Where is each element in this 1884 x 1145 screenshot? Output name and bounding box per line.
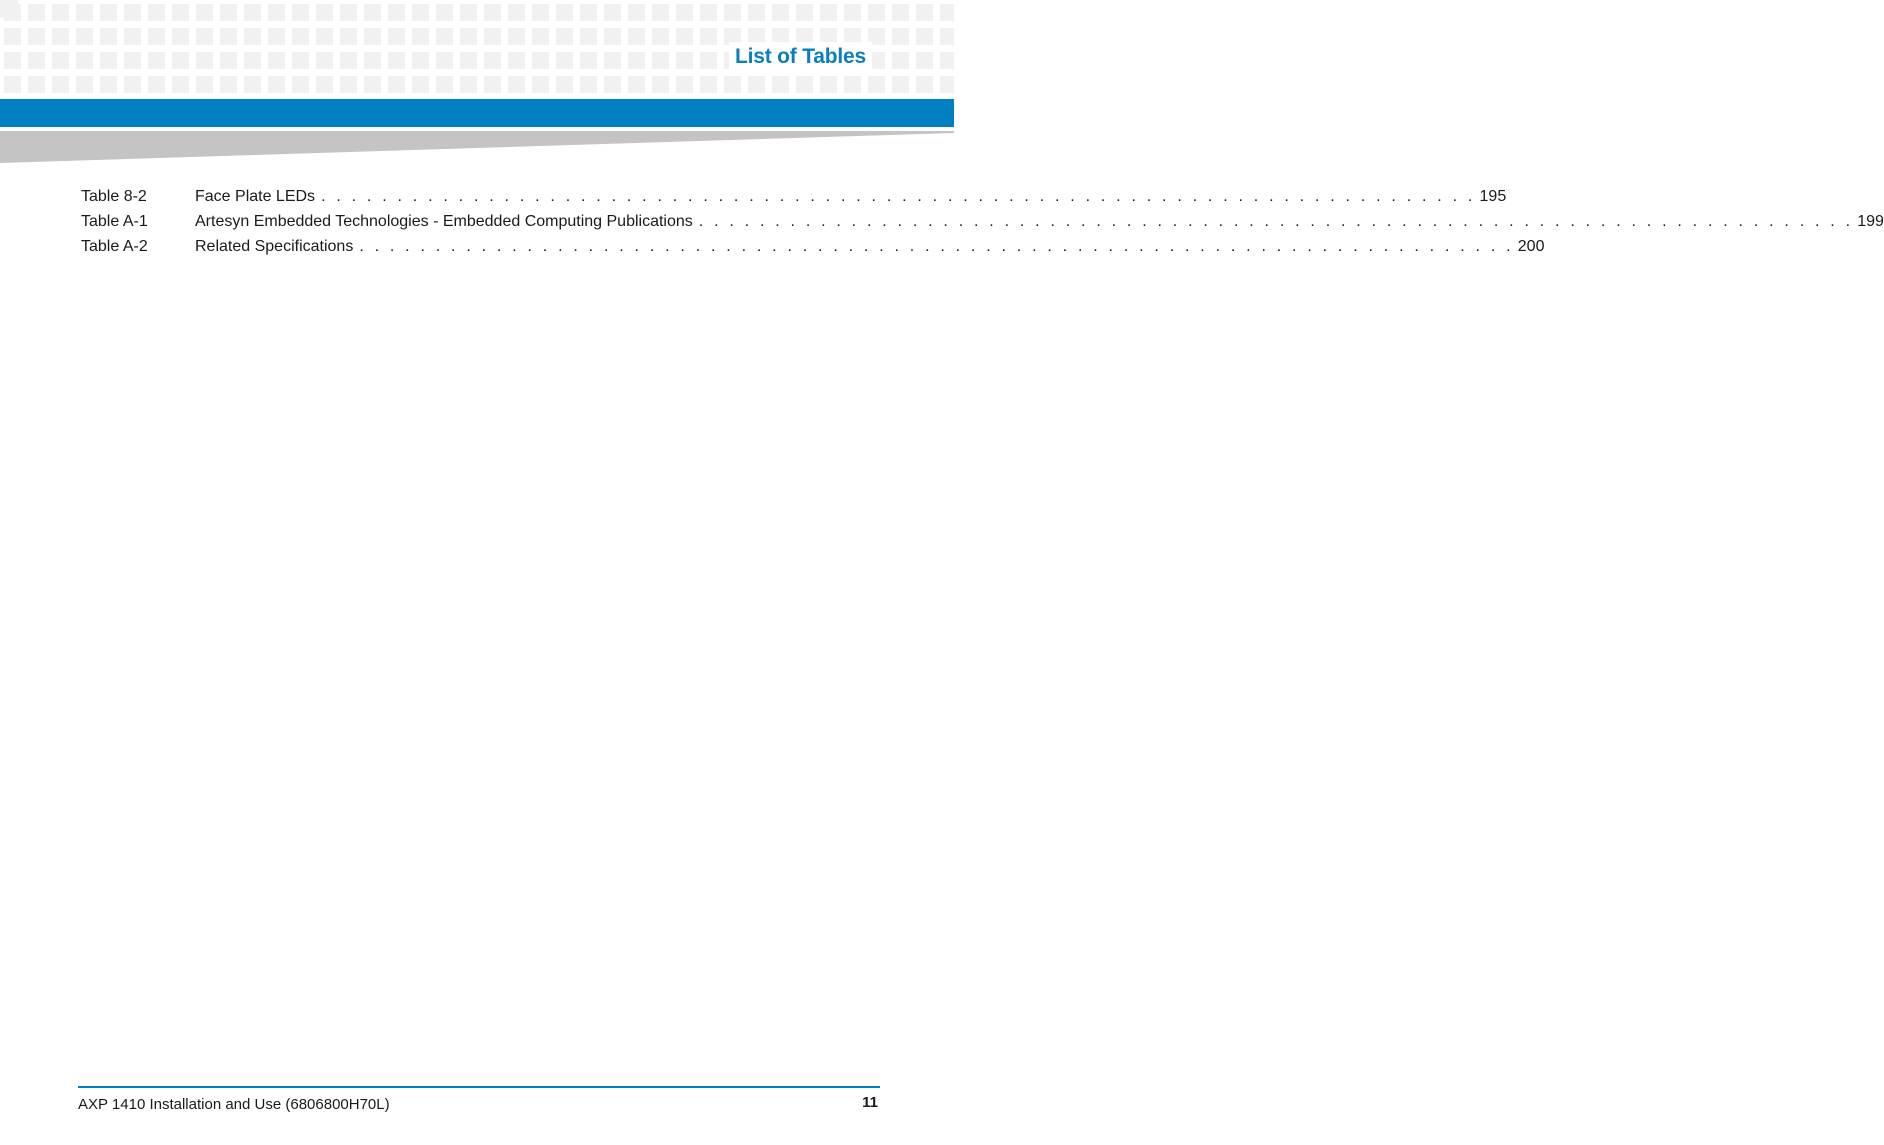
toc-entry-page: 200	[1517, 238, 1545, 255]
toc-dot-leader: . . . . . . . . . . . . . . . . . . . . . . . . . . . . . . . . . . . . . . . . . . . . . . . . . . . . . . . . . . . . . . . . . . . . . . . . . . . .	[698, 213, 1854, 230]
toc-entry-label: Table A-2	[81, 238, 148, 255]
toc-dot-leader: . . . . . . . . . . . . . . . . . . . . . . . . . . . . . . . . . . . . . . . . . . . . . . . . . . . . . . . . . . . . . . . . . . . . . . . . . . . .	[359, 238, 1514, 255]
header-blue-bar	[0, 99, 954, 127]
header-grey-wedge	[0, 131, 954, 163]
toc-entry[interactable]	[81, 209, 1884, 234]
table-of-tables	[81, 184, 1884, 259]
toc-dot-leader: . . . . . . . . . . . . . . . . . . . . . . . . . . . . . . . . . . . . . . . . . . . . . . . . . . . . . . . . . . . . . . . . . . . . . . . . . . . .	[321, 188, 1476, 205]
footer-page-number: 11	[862, 1094, 878, 1111]
page-title: List of Tables	[729, 42, 872, 72]
toc-entry-title: Artesyn Embedded Technologies - Embedded Computing Publications	[195, 213, 693, 230]
toc-entry[interactable]	[81, 234, 1545, 259]
toc-entry-label: Table 8-2	[81, 188, 147, 205]
toc-entry-title: Face Plate LEDs	[195, 188, 316, 205]
toc-entry-page: 199	[1857, 213, 1884, 230]
toc-entry-title: Related Specifications	[195, 238, 354, 255]
footer-rule	[78, 1086, 880, 1088]
toc-entry[interactable]	[81, 184, 1507, 209]
toc-entry-label: Table A-1	[81, 213, 148, 230]
footer-document-title: AXP 1410 Installation and Use (6806800H70L)	[78, 1096, 390, 1113]
toc-entry-page: 195	[1479, 188, 1507, 205]
